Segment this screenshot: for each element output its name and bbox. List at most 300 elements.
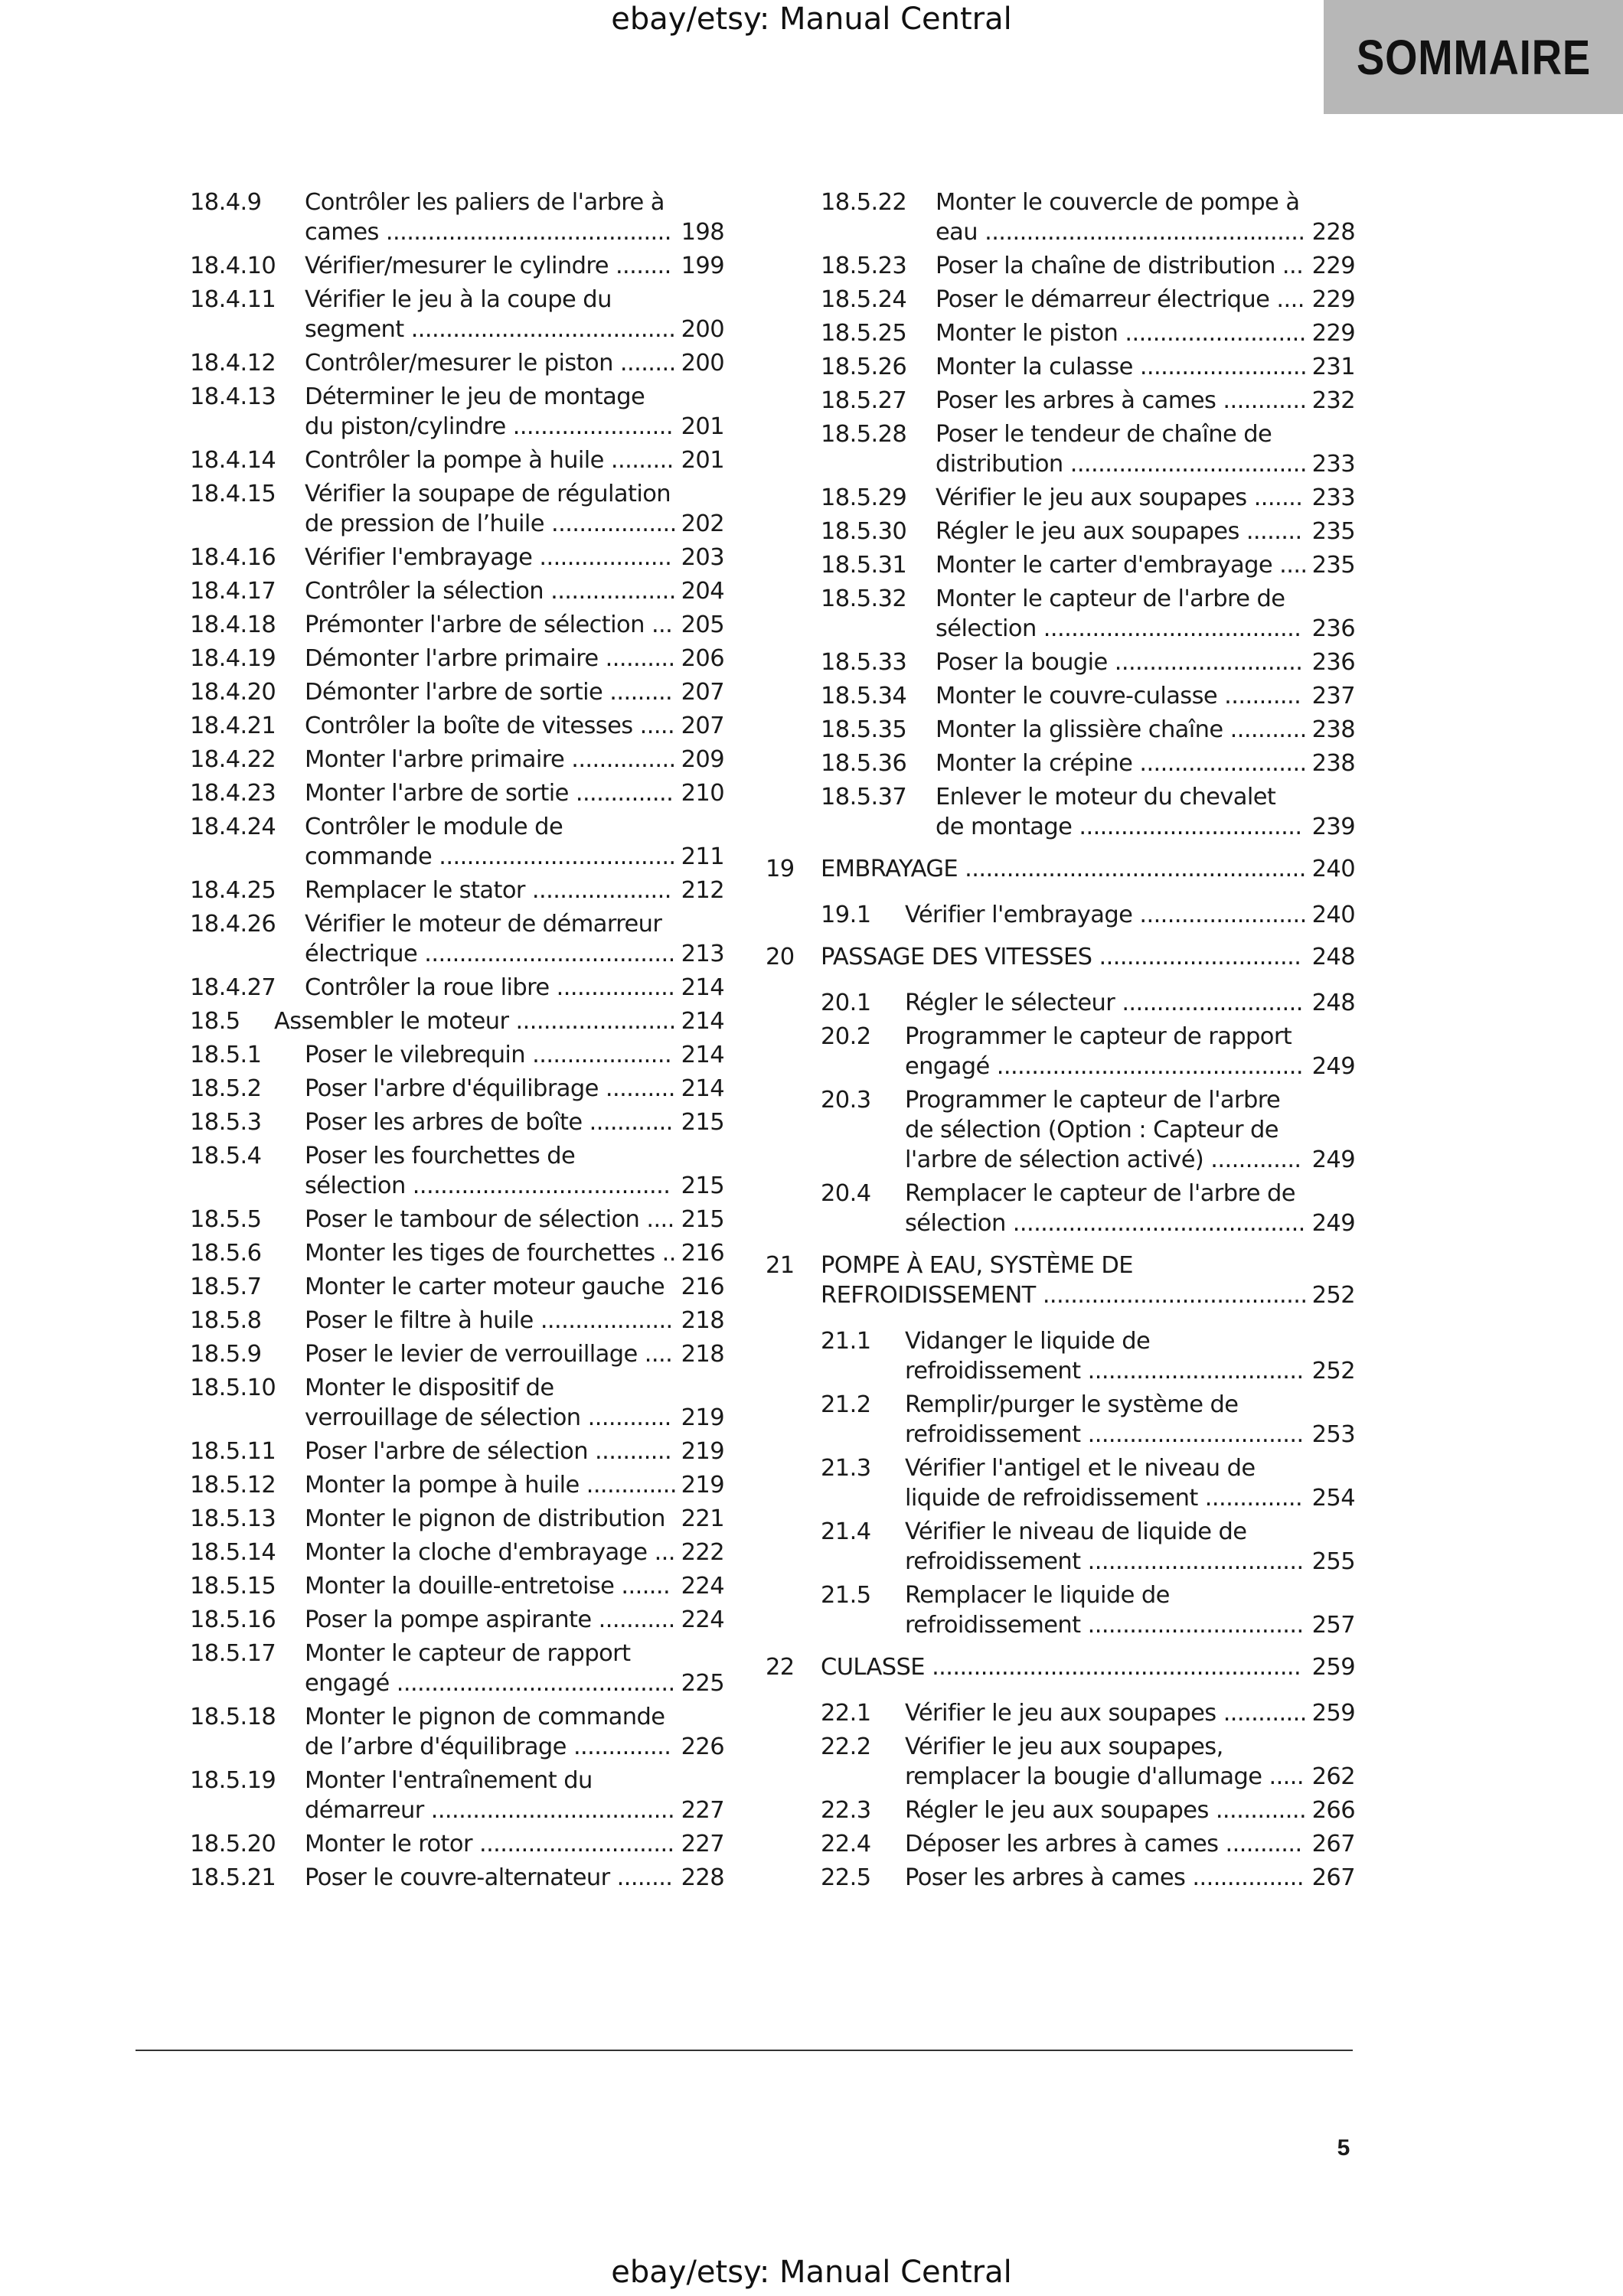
toc-entry-page: 237 (1311, 683, 1355, 709)
toc-entry-title: Monter le carter moteur gauche (305, 1274, 665, 1300)
toc-entry-page: 211 (681, 843, 724, 870)
toc-entry[interactable] (190, 1639, 724, 1698)
toc-entry-number: 18.5.23 (821, 253, 907, 279)
dot-leader: ....... (614, 1573, 671, 1600)
dot-leader: ............. (1203, 1146, 1301, 1173)
toc-entry[interactable] (766, 1652, 1355, 1682)
dot-leader: ..................................... (405, 1172, 671, 1199)
toc-entry-page: 214 (681, 1008, 724, 1035)
toc-entry-number: 18.5.25 (821, 320, 907, 347)
toc-entry-page: 224 (681, 1606, 724, 1633)
toc-entry[interactable] (190, 348, 724, 378)
toc-entry[interactable] (190, 778, 724, 808)
toc-entry-number: 18.5.12 (190, 1472, 276, 1499)
toc-entry-number: 18.5.29 (821, 484, 907, 511)
dot-leader: ..... (632, 713, 675, 739)
toc-entry-number: 18.4.13 (190, 383, 276, 410)
toc-entry-number: 18.4.21 (190, 713, 276, 739)
dot-leader: .................. (544, 578, 676, 605)
toc-entry-page: 239 (1311, 814, 1355, 840)
toc-entry[interactable] (766, 1795, 1355, 1825)
toc-entry-number: 18.5.8 (190, 1307, 262, 1334)
toc-entry-title: Monter l'entraînement du démarreur (305, 1767, 593, 1824)
toc-entry[interactable] (190, 1107, 724, 1137)
toc-entry-number: 18.5.15 (190, 1573, 276, 1600)
toc-entry-title: Poser le levier de verrouillage (305, 1341, 638, 1368)
dot-leader: ........... (1223, 716, 1307, 743)
toc-entry-page: 207 (681, 679, 724, 706)
dot-leader: .......................................... (1005, 1210, 1305, 1237)
toc-entry-page: 227 (681, 1831, 724, 1857)
toc-entry[interactable] (190, 1605, 724, 1635)
toc-entry-title: Déposer les arbres à cames (905, 1831, 1219, 1857)
dot-leader: .............. (1197, 1485, 1303, 1512)
toc-entry-number: 18.4.27 (190, 974, 276, 1001)
toc-entry-title: Monter les tiges de fourchettes (305, 1240, 655, 1267)
toc-entry-number: 18.4.20 (190, 679, 276, 706)
toc-entry-title: Contrôler la roue libre (305, 974, 550, 1001)
toc-entry-page: 228 (681, 1864, 724, 1891)
toc-entry-number: 18.5.36 (821, 750, 907, 777)
toc-entry[interactable] (190, 876, 724, 905)
dot-leader: .... (639, 1206, 674, 1233)
toc-entry[interactable] (766, 352, 1355, 382)
toc-entry-number: 18.5.10 (190, 1375, 276, 1401)
toc-entry[interactable] (190, 1437, 724, 1466)
dot-leader: ........................ (1132, 902, 1307, 928)
toc-entry-title: Monter la douille-entretoise (305, 1573, 615, 1600)
toc-entry-title: Poser le filtre à huile (305, 1307, 534, 1334)
toc-entry[interactable] (766, 681, 1355, 711)
toc-entry-title: Poser le tendeur de chaîne de distribution (936, 421, 1272, 478)
toc-entry-number: 22.1 (821, 1700, 871, 1727)
toc-entry-page: 224 (681, 1573, 724, 1600)
toc-entry[interactable] (190, 711, 724, 741)
toc-entry[interactable] (190, 1238, 724, 1268)
toc-entry[interactable] (766, 854, 1355, 884)
toc-entry-title: Monter l'arbre de sortie (305, 780, 569, 807)
toc-entry[interactable] (190, 1504, 724, 1534)
dot-leader: ......... (603, 679, 673, 706)
toc-entry[interactable] (766, 318, 1355, 348)
dot-leader: ..................................... (1036, 615, 1301, 642)
toc-entry[interactable] (190, 1766, 724, 1825)
toc-entry-number: 21.1 (821, 1328, 871, 1355)
toc-entry-title: EMBRAYAGE (821, 856, 958, 882)
dot-leader: .................... (524, 877, 671, 904)
toc-entry[interactable] (766, 1022, 1355, 1081)
toc-entry-page: 249 (1311, 1053, 1355, 1080)
toc-entry-page: 218 (681, 1341, 724, 1368)
dot-leader: ....................... (508, 1008, 676, 1035)
toc-entry-page: 236 (1311, 649, 1355, 676)
toc-entry-title: Remplir/purger le système de refroidissement (905, 1391, 1239, 1448)
toc-entry[interactable] (766, 550, 1355, 580)
toc-entry-title: Vérifier le niveau de liquide de refroidissement (905, 1518, 1247, 1575)
toc-entry-number: 18.4.9 (190, 189, 262, 216)
toc-entry-number: 20.1 (821, 990, 871, 1016)
toc-entry-page: 227 (681, 1797, 724, 1824)
toc-entry[interactable] (190, 1006, 724, 1036)
toc-entry-title: Poser la chaîne de distribution (936, 253, 1275, 279)
toc-entry-page: 215 (681, 1206, 724, 1233)
toc-entry-page: 267 (1311, 1831, 1355, 1857)
toc-entry[interactable] (190, 1829, 724, 1859)
dot-leader: ........................ (1132, 354, 1308, 380)
toc-entry-page: 207 (681, 713, 724, 739)
toc-left-column (190, 188, 724, 1896)
toc-entry-number: 18.4.22 (190, 746, 276, 773)
toc-entry-page: 198 (681, 219, 724, 246)
toc-entry-title: Monter la cloche d'embrayage (305, 1539, 648, 1566)
toc-entry-number: 18.5.18 (190, 1704, 276, 1730)
toc-entry-title: Contrôler le module de commande (305, 814, 563, 870)
toc-entry-title: Vérifier la soupape de régulation de pression de l’huile (305, 481, 671, 537)
dot-leader: ...................................... (1035, 1282, 1308, 1309)
toc-entry[interactable] (766, 285, 1355, 315)
toc-entry-page: 228 (1311, 219, 1355, 246)
toc-entry[interactable] (766, 988, 1355, 1018)
toc-entry-page: 252 (1311, 1282, 1355, 1309)
toc-entry[interactable] (766, 419, 1355, 479)
toc-entry-page: 232 (1311, 387, 1355, 414)
toc-entry-title: Monter la pompe à huile (305, 1472, 580, 1499)
toc-entry[interactable] (190, 745, 724, 775)
toc-entry[interactable] (190, 1538, 724, 1567)
toc-entry-page: 236 (1311, 615, 1355, 642)
toc-entry-number: 18.5.26 (821, 354, 907, 380)
toc-entry-title: Régler le sélecteur (905, 990, 1115, 1016)
toc-entry[interactable] (190, 1339, 724, 1369)
toc-entry[interactable] (190, 1702, 724, 1762)
toc-entry-page: 255 (1311, 1548, 1355, 1575)
toc-entry-title: Monter le capteur de l'arbre de sélection (936, 585, 1285, 642)
toc-entry-number: 18.4.25 (190, 877, 276, 904)
page-number: 5 (1337, 2135, 1350, 2161)
toc-entry-page: 235 (1311, 518, 1355, 545)
toc-entry[interactable] (766, 1829, 1355, 1859)
toc-entry-page: 212 (681, 877, 724, 904)
toc-entry[interactable] (190, 973, 724, 1003)
dot-leader: ............ (1216, 1700, 1307, 1727)
toc-entry[interactable] (766, 1390, 1355, 1450)
toc-entry-number: 18.4.12 (190, 350, 276, 377)
toc-entry-title: Vidanger le liquide de refroidissement (905, 1328, 1151, 1384)
dot-leader: ................... (533, 1307, 673, 1334)
toc-entry-title: Poser le couvre-alternateur (305, 1864, 610, 1891)
toc-entry[interactable] (766, 1326, 1355, 1386)
toc-entry-number: 18.4.11 (190, 286, 276, 313)
toc-entry-number: 18.5.6 (190, 1240, 262, 1267)
toc-entry[interactable] (766, 900, 1355, 930)
toc-entry-title: Contrôler la boîte de vitesses (305, 713, 633, 739)
toc-entry[interactable] (766, 584, 1355, 644)
toc-entry[interactable] (766, 1580, 1355, 1640)
toc-entry[interactable] (766, 942, 1355, 972)
toc-entry-title: Monter le piston (936, 320, 1118, 347)
toc-entry-number: 18.5.32 (821, 585, 907, 612)
toc-entry[interactable] (190, 543, 724, 572)
toc-entry-title: Contrôler/mesurer le piston (305, 350, 613, 377)
toc-entry-number: 18.4.15 (190, 481, 276, 507)
toc-entry-title: Monter la crépine (936, 750, 1133, 777)
section-tab-title: SOMMAIRE (1356, 29, 1591, 85)
dot-leader: ........... (1217, 683, 1301, 709)
toc-entry-title: Poser les fourchettes de sélection (305, 1143, 576, 1199)
dot-leader: ...................................... (403, 316, 676, 343)
toc-entry-page: 249 (1311, 1210, 1355, 1237)
toc-entry[interactable] (766, 647, 1355, 677)
dot-leader: .... (1269, 286, 1305, 313)
toc-entry-number: 20.2 (821, 1023, 871, 1050)
dot-leader: .... (1272, 552, 1308, 579)
toc-entry-number: 18.5.27 (821, 387, 907, 414)
dot-leader: ............... (564, 746, 676, 773)
toc-entry[interactable] (766, 715, 1355, 745)
toc-entry-number: 22.2 (821, 1733, 871, 1760)
dot-leader: .......... (598, 645, 675, 672)
toc-entry-title: Vérifier l'embrayage (905, 902, 1133, 928)
toc-entry[interactable] (766, 1517, 1355, 1577)
toc-entry-number: 19 (766, 856, 795, 882)
toc-entry[interactable] (190, 1571, 724, 1601)
toc-entry-number: 21.4 (821, 1518, 871, 1545)
toc-entry-page: 214 (681, 1075, 724, 1102)
toc-entry-title: Vérifier le moteur de démarreur électrique (305, 911, 662, 967)
toc-entry[interactable] (190, 909, 724, 969)
toc-entry[interactable] (190, 1205, 724, 1234)
toc-entry[interactable] (766, 251, 1355, 281)
toc-entry-number: 18.5.9 (190, 1341, 262, 1368)
toc-entry-number: 18.4.10 (190, 253, 276, 279)
toc-entry[interactable] (190, 285, 724, 344)
dot-leader: ................... (532, 544, 672, 571)
toc-entry[interactable] (766, 1085, 1355, 1175)
toc-entry-number: 18.4.16 (190, 544, 276, 571)
toc-entry[interactable] (766, 748, 1355, 778)
dot-leader: ............................... (1080, 1421, 1304, 1448)
toc-entry-page: 254 (1311, 1485, 1355, 1512)
toc-entry-number: 18.5.20 (190, 1831, 276, 1857)
dot-leader: ......... (603, 447, 674, 474)
toc-entry-page: 229 (1311, 286, 1355, 313)
toc-entry[interactable] (190, 445, 724, 475)
dot-leader: ................. (549, 974, 675, 1001)
toc-entry-number: 18.5.14 (190, 1539, 276, 1566)
toc-entry-title: Remplacer le liquide de refroidissement (905, 1582, 1170, 1639)
toc-entry[interactable] (766, 1698, 1355, 1728)
watermark-bottom: ebay/etsy: Manual Central (611, 2255, 1012, 2290)
toc-entry-number: 18.5.24 (821, 286, 907, 313)
toc-entry[interactable] (190, 677, 724, 707)
toc-entry-page: 202 (681, 510, 724, 537)
toc-entry-title: Monter le dispositif de verrouillage de sélection (305, 1375, 581, 1431)
dot-leader: ........... (1218, 1831, 1302, 1857)
dot-leader: ........................................ (389, 1670, 675, 1697)
toc-entry-page: 225 (681, 1670, 724, 1697)
toc-entry-number: 18.4.17 (190, 578, 276, 605)
toc-entry-number: 18.4.23 (190, 780, 276, 807)
toc-entry[interactable] (766, 1251, 1355, 1310)
dot-leader: ..................................................... (924, 1654, 1301, 1681)
toc-entry-page: 214 (681, 974, 724, 1001)
toc-entry-number: 18.5.7 (190, 1274, 262, 1300)
toc-entry-page: 233 (1311, 484, 1355, 511)
dot-leader: ....................... (505, 413, 673, 440)
toc-entry[interactable] (766, 483, 1355, 513)
dot-leader: ................ (1185, 1864, 1304, 1891)
toc-entry-number: 20.3 (821, 1087, 871, 1114)
toc-entry-number: 21.3 (821, 1455, 871, 1482)
toc-entry[interactable] (766, 782, 1355, 842)
toc-entry-number: 22.5 (821, 1864, 871, 1891)
toc-entry-number: 21.2 (821, 1391, 871, 1418)
toc-entry-number: 18.5.4 (190, 1143, 262, 1169)
dot-leader: ................................... (423, 1797, 675, 1824)
toc-entry-title: Vérifier l'embrayage (305, 544, 533, 571)
toc-entry-number: 18.5.31 (821, 552, 907, 579)
toc-entry-number: 18.5.3 (190, 1109, 262, 1136)
dot-leader: .................................. (1063, 451, 1307, 478)
toc-right-column (766, 188, 1355, 1896)
toc-entry-title: Monter le capteur de rapport engagé (305, 1640, 631, 1697)
toc-entry-title: PASSAGE DES VITESSES (821, 944, 1092, 970)
toc-entry-page: 248 (1311, 944, 1355, 970)
toc-entry-page: 233 (1311, 451, 1355, 478)
toc-entry[interactable] (190, 1470, 724, 1500)
toc-entry[interactable] (190, 1141, 724, 1201)
dot-leader: .......................... (1115, 990, 1303, 1016)
toc-entry[interactable] (190, 251, 724, 281)
toc-entry[interactable] (190, 1373, 724, 1433)
toc-entry-page: 249 (1311, 1146, 1355, 1173)
toc-entry-page: 235 (1311, 552, 1355, 579)
toc-entry-title: Monter le couvre-culasse (936, 683, 1218, 709)
toc-entry-title: Contrôler la sélection (305, 578, 544, 605)
dot-leader: ............................ (472, 1831, 674, 1857)
dot-leader: .......... (598, 1075, 675, 1102)
toc-entry[interactable] (190, 1074, 724, 1104)
toc-entry[interactable] (190, 1040, 724, 1070)
toc-entry[interactable] (190, 382, 724, 442)
toc-entry-page: 240 (1311, 856, 1355, 882)
toc-entry[interactable] (190, 1306, 724, 1336)
dot-leader: .............. (568, 780, 674, 807)
toc-entry-page: 204 (681, 578, 724, 605)
dot-leader: ............ (1216, 387, 1307, 414)
toc-entry[interactable] (190, 610, 724, 640)
toc-entry[interactable] (190, 644, 724, 673)
toc-entry-page: 201 (681, 413, 724, 440)
dot-leader: ... (647, 1539, 675, 1566)
toc-entry-title: CULASSE (821, 1654, 925, 1681)
dot-leader: ............................................ (989, 1053, 1303, 1080)
toc-entry-title: Démonter l'arbre primaire (305, 645, 599, 672)
toc-entry-number: 22.4 (821, 1831, 871, 1857)
toc-entry-title: Poser l'arbre de sélection (305, 1438, 588, 1465)
toc-entry-page: 215 (681, 1172, 724, 1199)
toc-entry-page: 222 (681, 1539, 724, 1566)
toc-entry-title: Démonter l'arbre de sortie (305, 679, 603, 706)
toc-entry-title: Prémonter l'arbre de sélection (305, 612, 645, 638)
toc-entry-number: 18.4.19 (190, 645, 276, 672)
toc-entry[interactable] (766, 1732, 1355, 1792)
toc-entry-title: Poser le vilebrequin (305, 1042, 526, 1068)
dot-leader: ............................... (1080, 1612, 1304, 1639)
toc-entry-page: 218 (681, 1307, 724, 1334)
toc-entry-page: 252 (1311, 1358, 1355, 1384)
toc-entry[interactable] (190, 479, 724, 539)
toc-entry[interactable] (190, 1863, 724, 1893)
toc-entry-page: 226 (681, 1733, 724, 1760)
toc-entry-title: Régler le jeu aux soupapes (936, 518, 1239, 545)
toc-entry[interactable] (190, 576, 724, 606)
toc-entry-number: 18.5 (190, 1008, 240, 1035)
toc-entry-title: Poser les arbres de boîte (305, 1109, 583, 1136)
toc-entry[interactable] (190, 812, 724, 872)
toc-entry-page: 257 (1311, 1612, 1355, 1639)
toc-entry[interactable] (190, 1272, 724, 1302)
dot-leader: .................. (544, 510, 677, 537)
toc-entry-title: Programmer le capteur de rapport engagé (905, 1023, 1292, 1080)
section-tab (1324, 0, 1623, 114)
toc-entry-title: Enlever le moteur du chevalet de montage (936, 784, 1276, 840)
toc-entry-title: Poser la pompe aspirante (305, 1606, 592, 1633)
toc-entry-page: 231 (1311, 354, 1355, 380)
toc-entry-number: 18.5.30 (821, 518, 907, 545)
toc-entry-title: Monter le couvercle de pompe à eau (936, 189, 1300, 246)
toc-entry[interactable] (190, 188, 724, 247)
toc-entry-number: 20.4 (821, 1180, 871, 1207)
dot-leader: ... (1275, 253, 1304, 279)
dot-leader: ............. (579, 1472, 677, 1499)
toc-entry-number: 18.4.18 (190, 612, 276, 638)
toc-entry-title: Vérifier le jeu aux soupapes, remplacer la bougie d'allumage (905, 1733, 1262, 1790)
toc-entry-page: 203 (681, 544, 724, 571)
toc-entry[interactable] (766, 386, 1355, 416)
toc-entry-title: Remplacer le capteur de l'arbre de sélection (905, 1180, 1295, 1237)
toc-entry[interactable] (766, 1179, 1355, 1238)
toc-entry-number: 18.4.14 (190, 447, 276, 474)
dot-leader: ........ (608, 253, 671, 279)
toc-entry-number: 18.5.33 (821, 649, 907, 676)
toc-entry-page: 200 (681, 350, 724, 377)
toc-entry-title: Contrôler les paliers de l'arbre à cames (305, 189, 665, 246)
toc-entry-number: 18.5.2 (190, 1075, 262, 1102)
toc-entry-number: 21.5 (821, 1582, 871, 1609)
dot-leader: ................................................. (958, 856, 1306, 882)
toc-entry-number: 18.5.17 (190, 1640, 276, 1667)
toc-entry[interactable] (766, 188, 1355, 247)
toc-entry-number: 18.5.11 (190, 1438, 276, 1465)
toc-entry-page: 219 (681, 1472, 724, 1499)
toc-entry-title: Programmer le capteur de l'arbre de sélection (Option : Capteur de l'arbre de sélection activé) (905, 1087, 1281, 1173)
toc-entry[interactable] (766, 1863, 1355, 1893)
toc-entry-page: 215 (681, 1109, 724, 1136)
toc-entry[interactable] (766, 1453, 1355, 1513)
toc-entry-number: 18.4.24 (190, 814, 276, 840)
toc-entry-title: Vérifier le jeu aux soupapes (936, 484, 1247, 511)
toc-entry-page: 221 (681, 1505, 724, 1532)
toc-entry-page: 216 (681, 1240, 724, 1267)
toc-entry-title: Régler le jeu aux soupapes (905, 1797, 1209, 1824)
toc-entry-title: Vérifier l'antigel et le niveau de liquide de refroidissement (905, 1455, 1256, 1512)
toc-entry-page: 206 (681, 645, 724, 672)
toc-entry[interactable] (766, 517, 1355, 546)
dot-leader: .................................. (432, 843, 676, 870)
toc-entry-title: Monter la glissière chaîne (936, 716, 1223, 743)
dot-leader: .... (637, 1341, 673, 1368)
